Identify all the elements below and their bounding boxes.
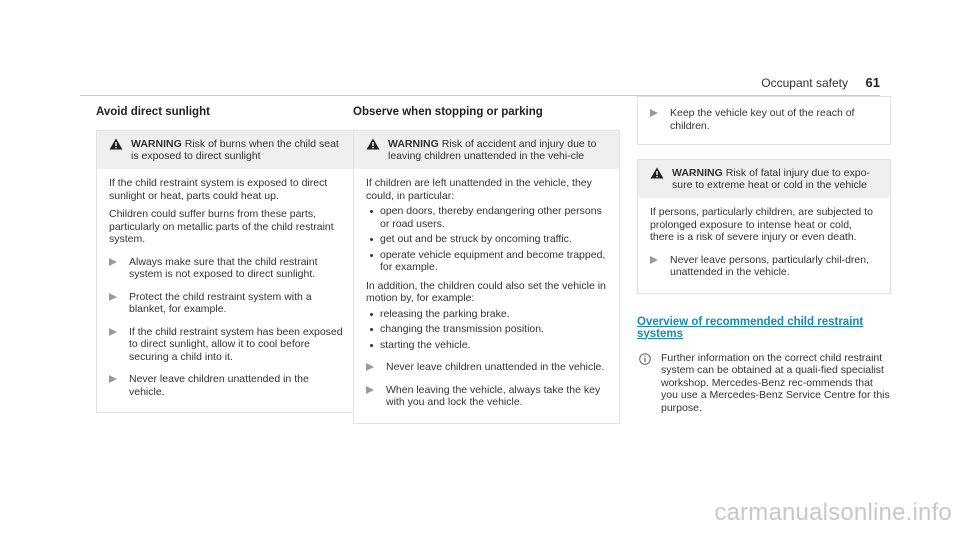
warning-body bbox=[354, 169, 619, 423]
heading-sunlight: Avoid direct sunlight bbox=[96, 106, 210, 118]
list-item: changing the transmission position. bbox=[366, 323, 607, 336]
step-item bbox=[650, 107, 878, 132]
arrow-right-icon bbox=[109, 293, 117, 301]
watermark: carmanualsonline.info bbox=[714, 499, 952, 526]
step-item bbox=[109, 373, 345, 398]
paragraph: In addition, the children could also set the vehicle in motion by, for example: bbox=[366, 279, 606, 304]
paragraph: Children could suffer burns from these parts, particularly on metallic parts of the child restraint system. bbox=[109, 208, 334, 245]
warning-body bbox=[638, 198, 890, 293]
overview-child-restraint-link[interactable]: Overview of recommended child restraint systems bbox=[637, 315, 864, 340]
paragraph: If children are left unattended in the vehicle, they could, in particular: bbox=[366, 177, 592, 202]
arrow-right-icon bbox=[109, 328, 117, 336]
list-item: starting the vehicle. bbox=[366, 339, 607, 352]
step-text: Always make sure that the child restraint system is not exposed to direct sunlight. bbox=[129, 255, 318, 280]
heading-parking: Observe when stopping or parking bbox=[353, 106, 543, 118]
warning-box-unattended bbox=[353, 130, 620, 424]
arrow-right-icon bbox=[109, 375, 117, 383]
page-header bbox=[80, 72, 880, 96]
list-item: operate vehicle equipment and become trapped, for example. bbox=[366, 249, 607, 274]
step-item bbox=[650, 254, 878, 279]
warning-box-heat-cold bbox=[637, 159, 891, 294]
step-item bbox=[109, 326, 345, 364]
step-text: Protect the child restraint system with a blanket, for example. bbox=[129, 290, 312, 315]
step-item bbox=[366, 384, 607, 409]
info-text: Further information on the correct child restraint system can be obtained at a quali-fied specialist workshop. Mercedes-Benz rec-ommends that you use a Mercedes-Benz Service Centre for this purpose. bbox=[661, 351, 890, 414]
list-item: get out and be struck by oncoming traffic. bbox=[366, 233, 607, 246]
warning-header bbox=[97, 131, 357, 169]
paragraph: If the child restraint system is exposed to direct sunlight or heat, parts could heat up. bbox=[109, 177, 328, 202]
step-item bbox=[366, 361, 607, 374]
arrow-right-icon bbox=[109, 258, 117, 266]
warning-title: Risk of accident and injury due to leaving children unattended in the vehi-cle bbox=[388, 138, 597, 162]
arrow-right-icon bbox=[366, 386, 374, 394]
step-item bbox=[109, 291, 345, 316]
warning-label: WARNING bbox=[131, 138, 182, 150]
column-parking bbox=[353, 100, 620, 424]
step-text: Keep the vehicle key out of the reach of children. bbox=[670, 107, 855, 132]
continued-step-box bbox=[637, 96, 891, 145]
bullet-list bbox=[366, 205, 607, 274]
arrow-right-icon bbox=[650, 256, 658, 264]
warning-header bbox=[638, 160, 890, 198]
warning-title: Risk of burns when the child seat is exposed to direct sunlight bbox=[131, 138, 339, 162]
info-icon bbox=[639, 353, 651, 365]
column-sunlight bbox=[96, 100, 358, 413]
column-heat-cold bbox=[637, 96, 891, 414]
warning-box-burns bbox=[96, 130, 358, 413]
arrow-right-icon bbox=[650, 109, 658, 117]
page-number: 61 bbox=[865, 75, 880, 90]
warning-triangle-icon bbox=[109, 138, 123, 150]
arrow-right-icon bbox=[366, 363, 374, 371]
step-text: Never leave persons, particularly chil-dren, unattended in the vehicle. bbox=[670, 253, 870, 278]
warning-triangle-icon bbox=[366, 138, 380, 150]
warning-label: WARNING bbox=[388, 138, 439, 150]
warning-title: Risk of fatal injury due to expo-sure to extreme heat or cold in the vehicle bbox=[672, 167, 870, 191]
step-item bbox=[109, 256, 345, 281]
step-text: When leaving the vehicle, always take the key with you and lock the vehicle. bbox=[386, 383, 601, 408]
warning-label: WARNING bbox=[672, 167, 723, 179]
warning-header bbox=[354, 131, 619, 169]
step-text: If the child restraint system has been exposed to direct sunlight, allow it to cool before securing a child into it. bbox=[129, 325, 343, 363]
section-title: Occupant safety bbox=[761, 76, 848, 90]
warning-triangle-icon bbox=[650, 167, 664, 179]
list-item: open doors, thereby endangering other persons or road users. bbox=[366, 205, 607, 230]
info-note bbox=[637, 352, 891, 415]
step-text: Never leave children unattended in the vehicle. bbox=[386, 361, 605, 373]
list-item: releasing the parking brake. bbox=[366, 308, 607, 321]
paragraph: If persons, particularly children, are subjected to prolonged exposure to intense heat or cold, there is a risk of severe injury or even death. bbox=[650, 206, 873, 243]
bullet-list bbox=[366, 308, 607, 352]
step-text: Never leave children unattended in the vehicle. bbox=[129, 373, 309, 398]
warning-body bbox=[97, 169, 357, 412]
